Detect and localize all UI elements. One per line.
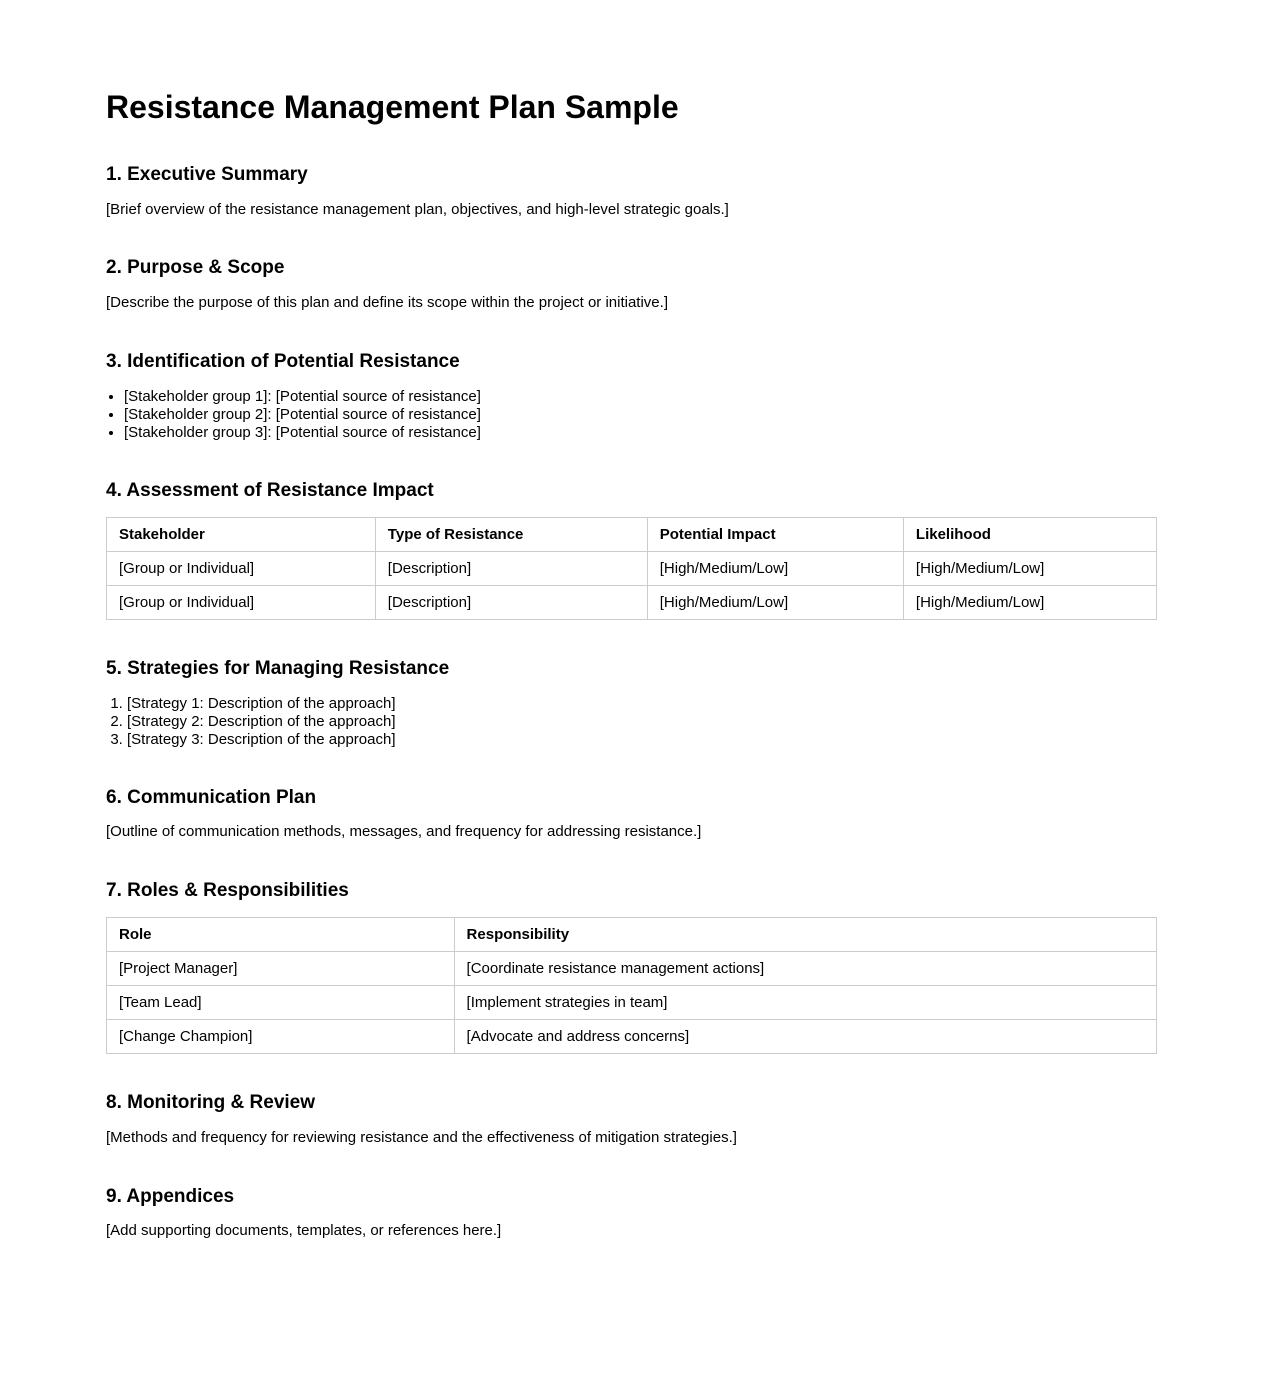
section-heading: 9. Appendices	[106, 1185, 235, 1207]
table-cell: [High/Medium/Low]	[903, 551, 1156, 585]
section-strategies	[106, 658, 1157, 749]
table-cell: [Implement strategies in team]	[454, 985, 1156, 1019]
table-cell: [Change Champion]	[107, 1019, 455, 1053]
bullet-list	[106, 388, 1157, 442]
section-heading: 1. Executive Summary	[106, 163, 308, 185]
section-paragraph: [Outline of communication methods, messages, and frequency for addressing resistance.]	[106, 823, 702, 841]
section-heading: 2. Purpose & Scope	[106, 257, 285, 279]
assessment-table	[106, 517, 1157, 620]
table-cell: [High/Medium/Low]	[903, 585, 1156, 619]
section-paragraph: [Add supporting documents, templates, or references here.]	[106, 1222, 502, 1240]
table-row	[107, 1019, 1157, 1053]
column-header: Potential Impact	[647, 517, 903, 551]
section-roles-responsibilities	[106, 880, 1157, 1054]
section-communication-plan	[106, 787, 1157, 843]
table-row	[107, 585, 1157, 619]
table-cell: [Group or Individual]	[107, 551, 376, 585]
numbered-item: 3. [Strategy 3: Description of the approach]	[127, 731, 1157, 749]
section-heading: 7. Roles & Responsibilities	[106, 880, 349, 902]
section-paragraph: [Brief overview of the resistance management plan, objectives, and high-level strategic goals.]	[106, 200, 729, 218]
column-header: Role	[107, 917, 455, 951]
section-purpose-scope	[106, 257, 1157, 313]
table-header-row	[107, 517, 1157, 551]
section-heading: 3. Identification of Potential Resistance	[106, 350, 460, 372]
bullet-item: • [Stakeholder group 3]: [Potential source of resistance]	[124, 424, 1157, 442]
column-header: Type of Resistance	[375, 517, 647, 551]
roles-table	[106, 917, 1157, 1054]
table-cell: [High/Medium/Low]	[647, 551, 903, 585]
table-cell: [Advocate and address concerns]	[454, 1019, 1156, 1053]
table-cell: [Description]	[375, 585, 647, 619]
column-header: Likelihood	[903, 517, 1156, 551]
section-assessment	[106, 480, 1157, 620]
column-header: Stakeholder	[107, 517, 376, 551]
section-heading: 4. Assessment of Resistance Impact	[106, 479, 434, 501]
table-cell: [Description]	[375, 551, 647, 585]
table-cell: [Coordinate resistance management actions]	[454, 951, 1156, 985]
bullet-item: • [Stakeholder group 1]: [Potential source of resistance]	[124, 388, 1157, 406]
section-appendices	[106, 1186, 1157, 1242]
section-identification	[106, 351, 1157, 442]
table-cell: [Team Lead]	[107, 985, 455, 1019]
section-heading: 6. Communication Plan	[106, 786, 317, 808]
numbered-list	[106, 695, 1157, 749]
table-cell: [Group or Individual]	[107, 585, 376, 619]
numbered-item: 2. [Strategy 2: Description of the approach]	[127, 713, 1157, 731]
numbered-item: 1. [Strategy 1: Description of the approach]	[127, 695, 1157, 713]
column-header: Responsibility	[454, 917, 1156, 951]
table-row	[107, 985, 1157, 1019]
section-paragraph: [Describe the purpose of this plan and define its scope within the project or initiative.]	[106, 294, 668, 312]
section-paragraph: [Methods and frequency for reviewing resistance and the effectiveness of mitigation strategies.]	[106, 1128, 737, 1146]
table-row	[107, 551, 1157, 585]
section-heading: 5. Strategies for Managing Resistance	[106, 657, 450, 679]
section-executive-summary	[106, 164, 1157, 220]
section-monitoring-review	[106, 1092, 1157, 1148]
table-row	[107, 951, 1157, 985]
table-cell: [Project Manager]	[107, 951, 455, 985]
bullet-item: • [Stakeholder group 2]: [Potential source of resistance]	[124, 406, 1157, 424]
section-heading: 8. Monitoring & Review	[106, 1091, 316, 1113]
document-title: Resistance Management Plan Sample	[106, 89, 679, 125]
table-header-row	[107, 917, 1157, 951]
table-cell: [High/Medium/Low]	[647, 585, 903, 619]
